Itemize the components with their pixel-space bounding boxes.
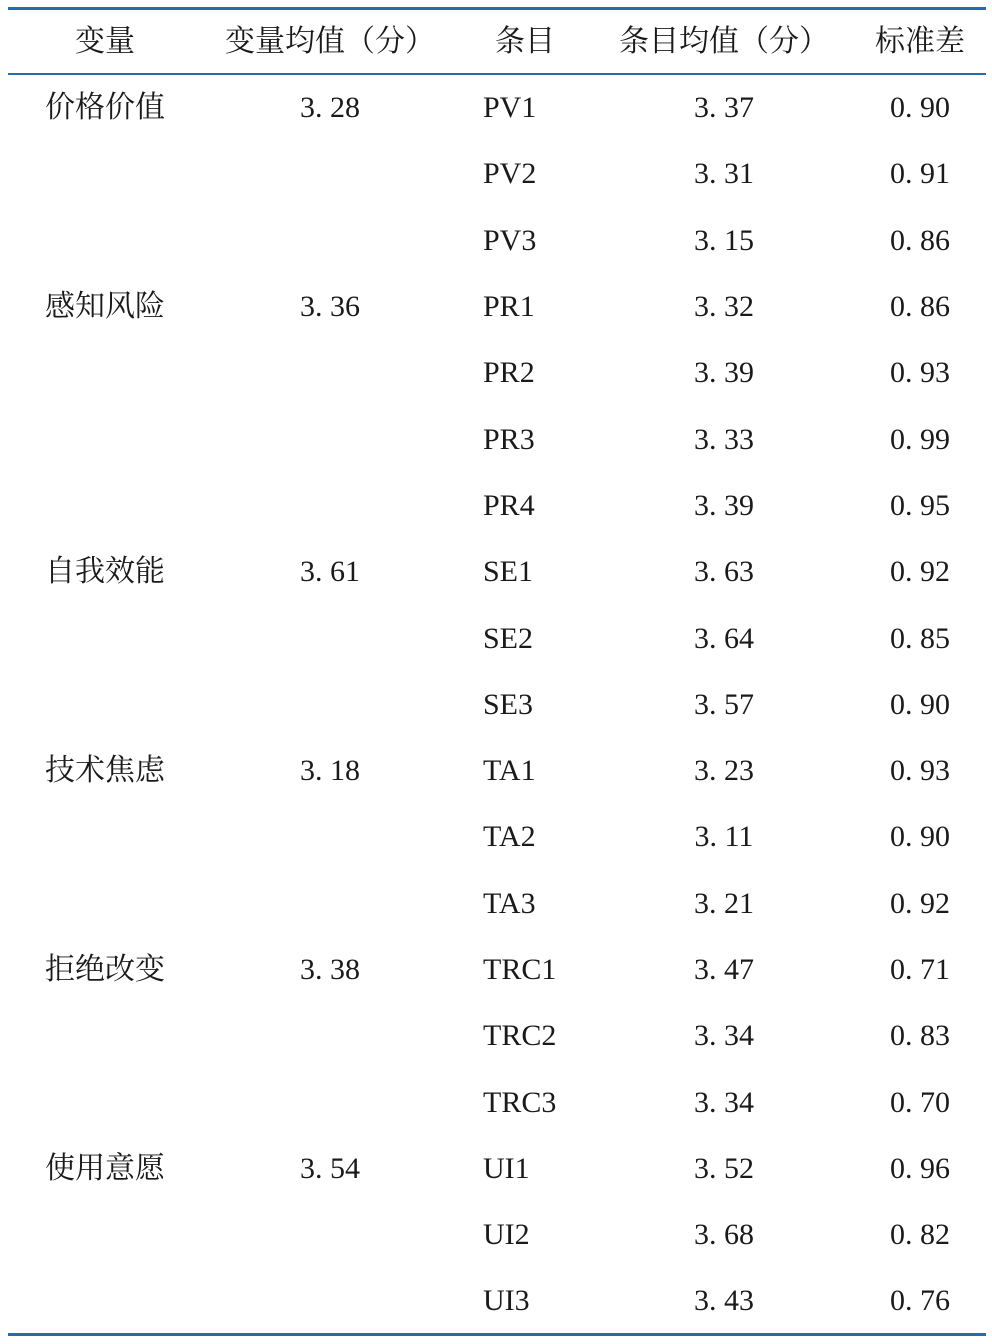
sd-cell: 0. 83 — [890, 1019, 950, 1053]
table-row — [0, 208, 992, 274]
item-cell: PR2 — [483, 356, 535, 390]
header-variable-mean: 变量均值（分） — [225, 24, 435, 58]
item-cell: PV2 — [483, 157, 537, 191]
item-cell: UI3 — [483, 1283, 530, 1317]
table-row — [0, 804, 992, 870]
item-mean-cell: 3. 39 — [694, 488, 754, 522]
sd-cell: 0. 91 — [890, 157, 950, 191]
sd-cell: 0. 71 — [890, 953, 950, 987]
item-mean-cell: 3. 15 — [694, 223, 754, 257]
variable-cell: 自我效能 — [45, 555, 165, 589]
table-row — [0, 75, 992, 141]
item-mean-cell: 3. 37 — [694, 91, 754, 125]
table-row — [0, 473, 992, 539]
item-cell: TA3 — [483, 886, 536, 920]
sd-cell: 0. 93 — [890, 356, 950, 390]
variable-mean-cell: 3. 38 — [300, 953, 360, 987]
item-cell: SE3 — [483, 687, 534, 721]
item-mean-cell: 3. 47 — [694, 953, 754, 987]
table-row — [0, 141, 992, 207]
variable-cell: 拒绝改变 — [45, 953, 165, 987]
table-row — [0, 539, 992, 605]
sd-cell: 0. 76 — [890, 1283, 950, 1317]
table-row — [0, 1136, 992, 1202]
table-row — [0, 738, 992, 804]
item-mean-cell: 3. 39 — [694, 356, 754, 390]
sd-cell: 0. 96 — [890, 1151, 950, 1185]
table-row — [0, 937, 992, 1003]
item-mean-cell: 3. 11 — [694, 820, 754, 854]
variable-mean-cell: 3. 28 — [300, 91, 360, 125]
sd-cell: 0. 92 — [890, 886, 950, 920]
table-row — [0, 871, 992, 937]
variable-cell: 价格价值 — [45, 91, 165, 125]
sd-cell: 0. 86 — [890, 223, 950, 257]
item-mean-cell: 3. 23 — [694, 754, 754, 788]
table-row — [0, 1202, 992, 1268]
item-mean-cell: 3. 43 — [694, 1283, 754, 1317]
item-cell: PR1 — [483, 290, 535, 324]
item-cell: TRC1 — [483, 953, 557, 987]
sd-cell: 0. 90 — [890, 820, 950, 854]
table-header — [0, 10, 992, 73]
item-cell: TRC2 — [483, 1019, 557, 1053]
item-mean-cell: 3. 31 — [694, 157, 754, 191]
variable-mean-cell: 3. 36 — [300, 290, 360, 324]
item-mean-cell: 3. 63 — [694, 555, 754, 589]
header-item-mean: 条目均值（分） — [619, 24, 829, 58]
table-row — [0, 1268, 992, 1333]
item-cell: SE1 — [483, 555, 534, 589]
table-row — [0, 1070, 992, 1136]
variable-mean-cell: 3. 18 — [300, 754, 360, 788]
variable-mean-cell: 3. 54 — [300, 1151, 360, 1185]
variable-cell: 感知风险 — [45, 290, 165, 324]
table-row — [0, 274, 992, 340]
item-mean-cell: 3. 32 — [694, 290, 754, 324]
variable-mean-cell: 3. 61 — [300, 555, 360, 589]
header-variable: 变量 — [75, 24, 135, 58]
item-cell: SE2 — [483, 621, 534, 655]
item-mean-cell: 3. 68 — [694, 1218, 754, 1252]
item-mean-cell: 3. 64 — [694, 621, 754, 655]
item-mean-cell: 3. 33 — [694, 422, 754, 456]
item-cell: UI1 — [483, 1151, 530, 1185]
item-mean-cell: 3. 52 — [694, 1151, 754, 1185]
item-mean-cell: 3. 21 — [694, 886, 754, 920]
variable-cell: 使用意愿 — [45, 1151, 165, 1185]
sd-cell: 0. 86 — [890, 290, 950, 324]
item-cell: UI2 — [483, 1218, 530, 1252]
table-row — [0, 407, 992, 473]
header-item: 条目 — [495, 24, 555, 58]
table-row — [0, 672, 992, 738]
sd-cell: 0. 90 — [890, 687, 950, 721]
item-mean-cell: 3. 57 — [694, 687, 754, 721]
item-cell: PR3 — [483, 422, 535, 456]
header-sd: 标准差 — [875, 24, 965, 58]
sd-cell: 0. 70 — [890, 1085, 950, 1119]
table-row — [0, 340, 992, 406]
item-cell: TA1 — [483, 754, 536, 788]
item-cell: PR4 — [483, 488, 535, 522]
sd-cell: 0. 92 — [890, 555, 950, 589]
item-mean-cell: 3. 34 — [694, 1019, 754, 1053]
sd-cell: 0. 99 — [890, 422, 950, 456]
table-row — [0, 1003, 992, 1069]
item-mean-cell: 3. 34 — [694, 1085, 754, 1119]
item-cell: TA2 — [483, 820, 536, 854]
sd-cell: 0. 90 — [890, 91, 950, 125]
table-bottom-rule — [8, 1333, 986, 1336]
sd-cell: 0. 82 — [890, 1218, 950, 1252]
item-cell: PV1 — [483, 91, 537, 125]
sd-cell: 0. 95 — [890, 488, 950, 522]
sd-cell: 0. 93 — [890, 754, 950, 788]
table-row — [0, 605, 992, 671]
item-cell: TRC3 — [483, 1085, 557, 1119]
sd-cell: 0. 85 — [890, 621, 950, 655]
item-cell: PV3 — [483, 223, 537, 257]
variable-cell: 技术焦虑 — [45, 754, 165, 788]
